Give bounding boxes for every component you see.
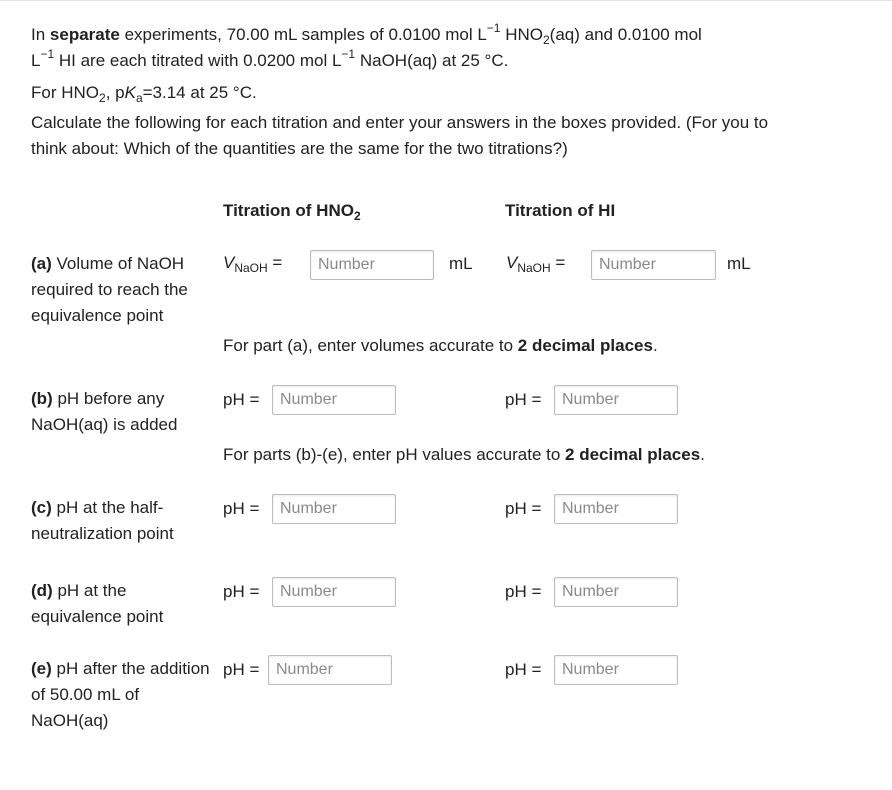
unit-ml-hno2: mL — [449, 254, 473, 273]
part-d-label: (d) pH at the equivalence point — [31, 581, 164, 626]
ph-label-b-hno2: pH = — [223, 390, 260, 409]
ph-label-d-hi: pH = — [505, 582, 542, 601]
ph-input-b-hi[interactable] — [554, 385, 678, 415]
ph-input-c-hi[interactable] — [554, 494, 678, 524]
intro-line-2: $L^{-1}$ HI are each titrated with 0.0200 mol $L^{-1}$ NaOH(aq) at 25 °C. — [31, 47, 509, 70]
ph-label-e-hi: pH = — [505, 660, 542, 679]
ph-label-e-hno2: pH = — [223, 660, 260, 679]
header-titration-hno2: Titration of $HNO_2$ — [223, 201, 361, 223]
part-c-label: (c) pH at the half-neutralization point — [31, 498, 174, 543]
instruction-parts-b-e: For parts (b)-(e), enter pH values accurate to 2 decimal places. — [223, 445, 705, 464]
ph-input-d-hno2[interactable] — [272, 577, 396, 607]
volume-input-hi[interactable] — [591, 250, 716, 280]
header-titration-hi: Titration of HI — [505, 201, 616, 220]
calc-instruction-line-2: think about: Which of the quantities are the same for the two titrations?) — [31, 139, 568, 158]
part-e-label: (e) pH after the addition of 50.00 mL of NaOH(aq) — [31, 659, 210, 730]
calc-instruction-line-1: Calculate the following for each titration and enter your answers in the boxes provided. (For you to — [31, 113, 769, 132]
part-a-label: (a) Volume of NaOH required to reach the equivalence point — [31, 254, 188, 325]
ph-input-e-hi[interactable] — [554, 655, 678, 685]
instruction-part-a: For part (a), enter volumes accurate to 2 decimal places. — [223, 336, 658, 355]
ph-label-b-hi: pH = — [505, 390, 542, 409]
v-naoh-label-hno2: $V_{NaOH}$ = — [223, 253, 283, 275]
ph-input-c-hno2[interactable] — [272, 494, 396, 524]
ph-label-c-hi: pH = — [505, 499, 542, 518]
ph-label-c-hno2: pH = — [223, 499, 260, 518]
ph-input-d-hi[interactable] — [554, 577, 678, 607]
top-divider — [0, 0, 892, 1]
part-b-label: (b) pH before any NaOH(aq) is added — [31, 389, 178, 434]
v-naoh-label-hi: $V_{NaOH}$ = — [506, 253, 566, 275]
volume-input-hno2[interactable] — [310, 250, 434, 280]
ph-input-e-hno2[interactable] — [268, 655, 392, 685]
intro-line-1: In separate experiments, 70.00 mL samples of 0.0100 mol $L^{-1}$ $HNO_2(aq)$ and 0.0100 mol — [31, 21, 702, 47]
unit-ml-hi: mL — [727, 254, 751, 273]
ph-label-d-hno2: pH = — [223, 582, 260, 601]
pka-statement: For $HNO_2$, $pK_a=3.14$ at 25 °C. — [31, 83, 257, 105]
ph-input-b-hno2[interactable] — [272, 385, 396, 415]
